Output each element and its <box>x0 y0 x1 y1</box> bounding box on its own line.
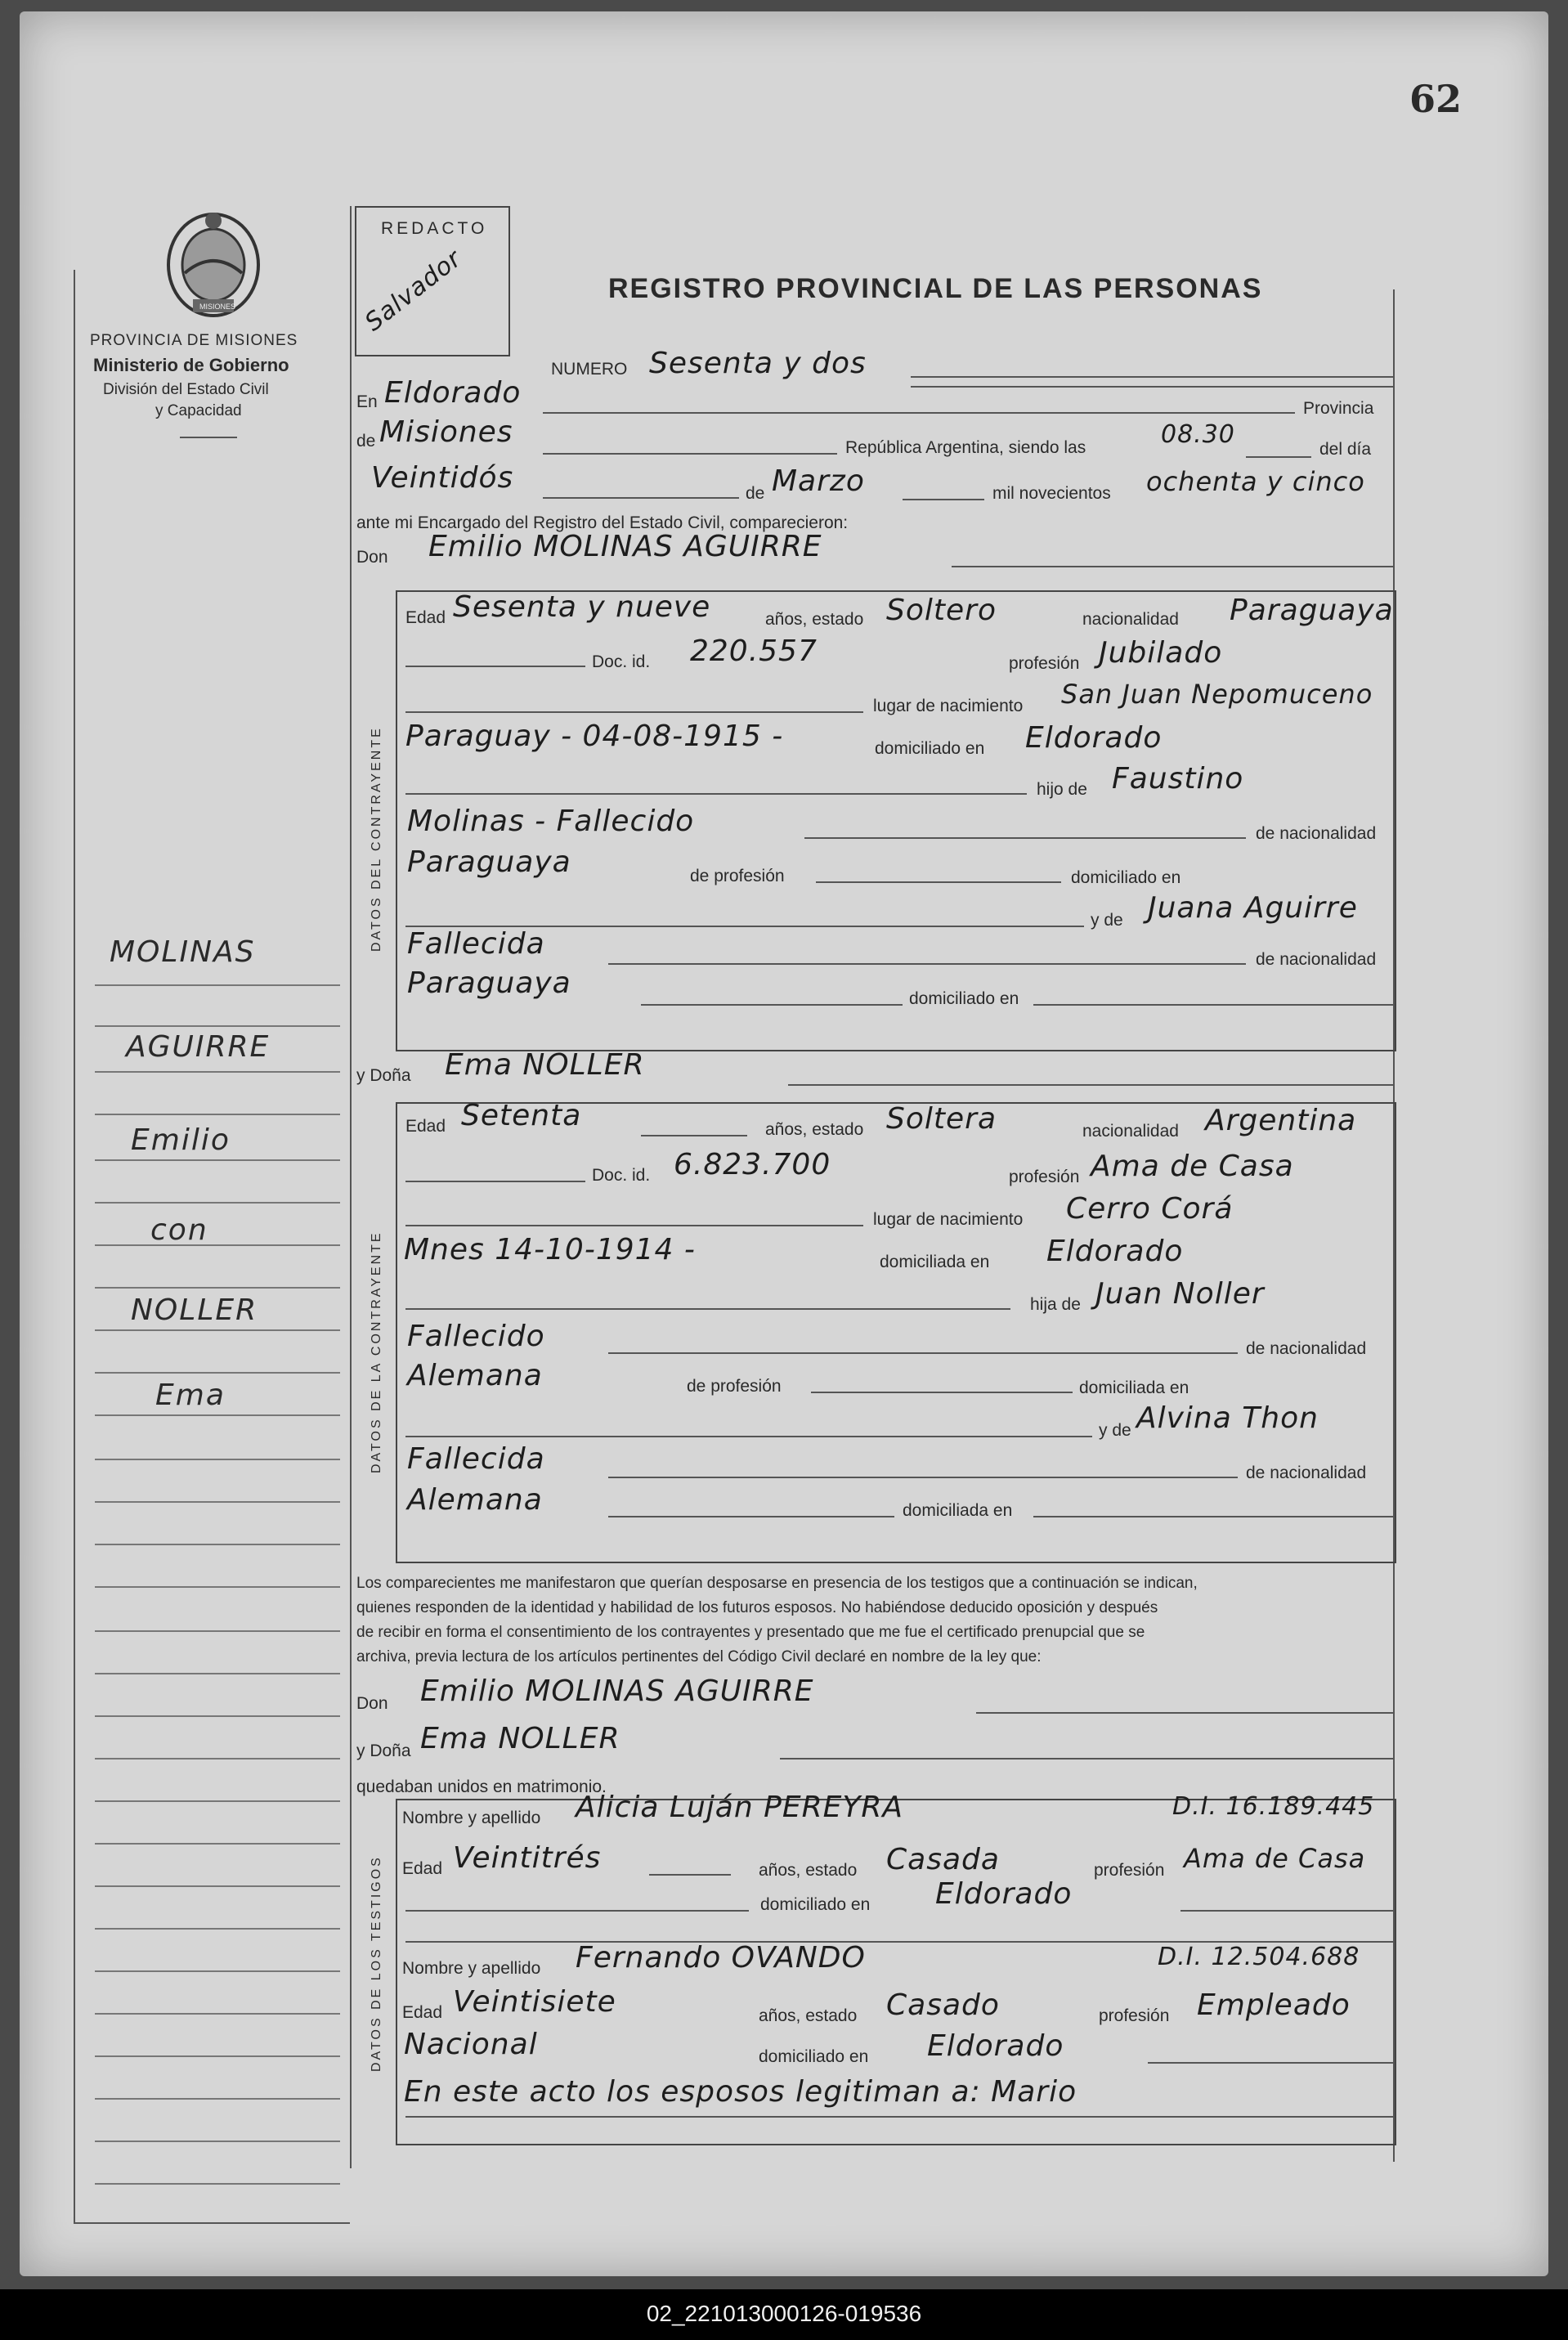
de-label: de <box>356 432 376 451</box>
c1-profesion: Jubilado <box>1099 636 1223 670</box>
don-label-2: Don <box>356 1694 388 1713</box>
edad-label: Edad <box>405 608 446 627</box>
ante-mi-label: ante mi Encargado del Registro del Estado Civil, comparecieron: <box>356 513 849 532</box>
t2-profesion: Empleado <box>1197 1988 1351 2022</box>
margin-note: Emilio <box>131 1123 231 1157</box>
provincial-seal <box>160 208 267 330</box>
doc-label-2: Doc. id. <box>592 1166 651 1185</box>
c2-lugar-nac: Cerro Corá <box>1066 1192 1234 1226</box>
provincia-heading: PROVINCIA DE MISIONES <box>90 332 298 349</box>
anos-estado-label-4: años, estado <box>759 2006 858 2025</box>
c2-estado: Soltera <box>886 1102 997 1136</box>
division-line1: División del Estado Civil <box>103 381 269 398</box>
redacto-signature: Salvador <box>360 244 468 338</box>
doc-label: Doc. id. <box>592 652 651 671</box>
margin-note: MOLINAS <box>110 935 256 969</box>
c1-doc: 220.557 <box>690 634 818 668</box>
de-nacionalidad-label-4: de nacionalidad <box>1246 1464 1367 1482</box>
t2-doc: D.I. 12.504.688 <box>1158 1943 1360 1971</box>
register-page <box>20 11 1548 2276</box>
hora-value: 08.30 <box>1161 420 1235 449</box>
redacto-label: REDACTO <box>381 219 488 238</box>
domicilio-label: domiciliado en <box>875 739 985 758</box>
y-de-label-2: y de <box>1099 1421 1131 1440</box>
heading-underline <box>180 437 237 438</box>
don-value: Emilio MOLINAS AGUIRRE <box>428 530 822 563</box>
profesion-label-2: profesión <box>1009 1168 1080 1186</box>
c1-padre-linea: Molinas - Fallecido <box>407 805 695 838</box>
anos-estado-label-2: años, estado <box>765 1120 864 1139</box>
anio-value: ochenta y cinco <box>1146 466 1365 497</box>
republica-label: República Argentina, siendo las <box>845 438 1086 457</box>
c1-lugar-nac: San Juan Nepomuceno <box>1061 679 1373 710</box>
domiciliada-label: domiciliada en <box>880 1253 990 1271</box>
legal-text-2: quienes responden de la identidad y habilidad de los futuros esposos. No habiéndose deducido oposición y después <box>356 1599 1158 1616</box>
c2-edad: Setenta <box>461 1099 582 1132</box>
c2-nac-linea: Mnes 14-10-1914 - <box>404 1233 696 1266</box>
c2-madre: Alvina Thon <box>1136 1401 1319 1435</box>
nombre-apellido-label: Nombre y apellido <box>402 1809 541 1827</box>
dona-label: y Doña <box>356 1066 411 1085</box>
c2-padre-nac: Alemana <box>407 1359 543 1392</box>
domiciliada-label-3: domiciliada en <box>903 1501 1013 1520</box>
edad-label-2: Edad <box>405 1117 446 1136</box>
register-title: REGISTRO PROVINCIAL DE LAS PERSONAS <box>608 273 1263 304</box>
dona-label-2: y Doña <box>356 1742 411 1760</box>
profesion-label-4: profesión <box>1099 2006 1170 2025</box>
en-label: En <box>356 392 378 411</box>
margin-note: AGUIRRE <box>126 1030 271 1064</box>
left-margin-rule <box>74 270 75 2224</box>
de-profesion-label: de profesión <box>690 867 785 885</box>
margin-note: con <box>150 1213 208 1247</box>
anos-estado-label-3: años, estado <box>759 1861 858 1880</box>
form-left-rule <box>350 206 352 2168</box>
dia-value: Veintidós <box>371 461 514 495</box>
lugar-nac-label-2: lugar de nacimiento <box>873 1210 1024 1229</box>
footer-code: 02_221013000126-019536 <box>646 2301 922 2326</box>
dona2-value: Ema NOLLER <box>420 1722 620 1755</box>
legal-text-3: de recibir en forma el consentimiento de los contrayentes y presentado que me fue el certificado prenupcial que se <box>356 1624 1145 1641</box>
c1-edad: Sesenta y nueve <box>453 590 711 624</box>
t2-nombre: Fernando OVANDO <box>576 1941 866 1975</box>
lugar-value: Eldorado <box>384 376 522 410</box>
c2-nacionalidad: Argentina <box>1205 1104 1357 1137</box>
de-profesion-label-2: de profesión <box>687 1377 782 1396</box>
hija-de-label: hija de <box>1030 1295 1081 1314</box>
page-number: 62 <box>1409 77 1463 121</box>
legal-text-1: Los comparecientes me manifestaron que querían desposarse en presencia de los testigos que a continuación se indican, <box>356 1575 1198 1592</box>
domiciliada-label-2: domiciliada en <box>1079 1378 1189 1397</box>
seal-text: MISIONES <box>199 303 236 311</box>
division-line2: y Capacidad <box>155 402 242 419</box>
don-label: Don <box>356 548 388 567</box>
contrayente-side-label: DATOS DEL CONTRAYENTE <box>370 726 383 952</box>
c2-doc: 6.823.700 <box>674 1148 831 1181</box>
c1-padre-nac: Paraguaya <box>407 845 571 879</box>
domicilio-label-3: domiciliado en <box>909 989 1019 1008</box>
margin-note: NOLLER <box>131 1293 258 1327</box>
de-nacionalidad-label-3: de nacionalidad <box>1246 1339 1367 1358</box>
testigos-side-label: DATOS DE LOS TESTIGOS <box>370 1855 383 2072</box>
nota-legitimacion: En este acto los esposos legitiman a: Mario <box>404 2075 1077 2109</box>
image-footer <box>0 2289 1568 2340</box>
profesion-label: profesión <box>1009 654 1080 673</box>
t1-edad: Veintitrés <box>453 1841 602 1875</box>
margin-note: Ema <box>155 1378 226 1412</box>
t2-edad: Veintisiete <box>453 1985 616 2019</box>
nombre-apellido-label-2: Nombre y apellido <box>402 1959 541 1978</box>
don2-value: Emilio MOLINAS AGUIRRE <box>420 1674 814 1708</box>
provincia-label: Provincia <box>1303 399 1374 418</box>
de-nacionalidad-label-2: de nacionalidad <box>1256 950 1377 969</box>
t2-domicilio: Eldorado <box>927 2029 1064 2063</box>
margin-bottom-rule <box>74 2222 350 2224</box>
t1-domicilio: Eldorado <box>935 1877 1073 1911</box>
provincia-value: Misiones <box>379 415 513 449</box>
domiciliado-t2-label: domiciliado en <box>759 2047 869 2066</box>
numero-value: Sesenta y dos <box>649 347 867 380</box>
t2-profesion2: Nacional <box>404 2028 538 2061</box>
nacionalidad-label: nacionalidad <box>1082 610 1179 629</box>
c2-madre-linea: Fallecida <box>407 1442 545 1476</box>
domiciliado-t1-label: domiciliado en <box>760 1895 871 1914</box>
lugar-nac-label: lugar de nacimiento <box>873 697 1024 715</box>
domicilio-label-2: domiciliado en <box>1071 868 1181 887</box>
de-nacionalidad-label: de nacionalidad <box>1256 824 1377 843</box>
c1-nacionalidad: Paraguaya <box>1230 594 1394 627</box>
legal-text-4: archiva, previa lectura de los artículos pertinentes del Código Civil declaré en nombre de la ley que: <box>356 1648 1042 1665</box>
c2-padre: Juan Noller <box>1095 1277 1265 1311</box>
t1-estado: Casada <box>886 1843 1000 1876</box>
profesion-label-3: profesión <box>1094 1861 1165 1880</box>
c2-domicilio: Eldorado <box>1046 1235 1184 1268</box>
c1-madre-nac: Paraguaya <box>407 966 571 1000</box>
c1-madre-linea: Fallecida <box>407 927 545 961</box>
c1-nac-linea: Paraguay - 04-08-1915 - <box>405 719 784 753</box>
dona-value: Ema NOLLER <box>445 1048 645 1082</box>
c2-padre-linea: Fallecido <box>407 1320 545 1353</box>
t1-nombre: Alicia Luján PEREYRA <box>576 1791 903 1824</box>
anos-estado-label: años, estado <box>765 610 864 629</box>
t2-estado: Casado <box>886 1988 1000 2022</box>
c1-padre: Faustino <box>1112 762 1244 796</box>
t1-profesion: Ama de Casa <box>1184 1843 1366 1874</box>
la-contrayente-side-label: DATOS DE LA CONTRAYENTE <box>370 1231 383 1473</box>
hijo-de-label: hijo de <box>1037 780 1087 799</box>
c1-madre: Juana Aguirre <box>1148 891 1358 925</box>
y-de-label: y de <box>1091 911 1123 930</box>
c2-profesion: Ama de Casa <box>1091 1150 1294 1183</box>
redacto-stamp <box>355 206 510 356</box>
del-dia-label: del día <box>1319 440 1372 459</box>
c2-madre-nac: Alemana <box>407 1483 543 1517</box>
c1-estado: Soltero <box>886 594 997 627</box>
edad-label-4: Edad <box>402 2003 443 2022</box>
nacionalidad-label-2: nacionalidad <box>1082 1122 1179 1141</box>
edad-label-3: Edad <box>402 1859 443 1878</box>
quedaban-label: quedaban unidos en matrimonio. <box>356 1777 607 1796</box>
mil-novecientos-label: mil novecientos <box>992 484 1111 503</box>
mes-value: Marzo <box>772 464 865 498</box>
c1-domicilio: Eldorado <box>1025 721 1163 755</box>
ministerio-heading: Ministerio de Gobierno <box>93 355 289 375</box>
t1-doc: D.I. 16.189.445 <box>1172 1792 1375 1821</box>
numero-label: NUMERO <box>551 360 628 379</box>
de-mes-label: de <box>746 484 765 503</box>
